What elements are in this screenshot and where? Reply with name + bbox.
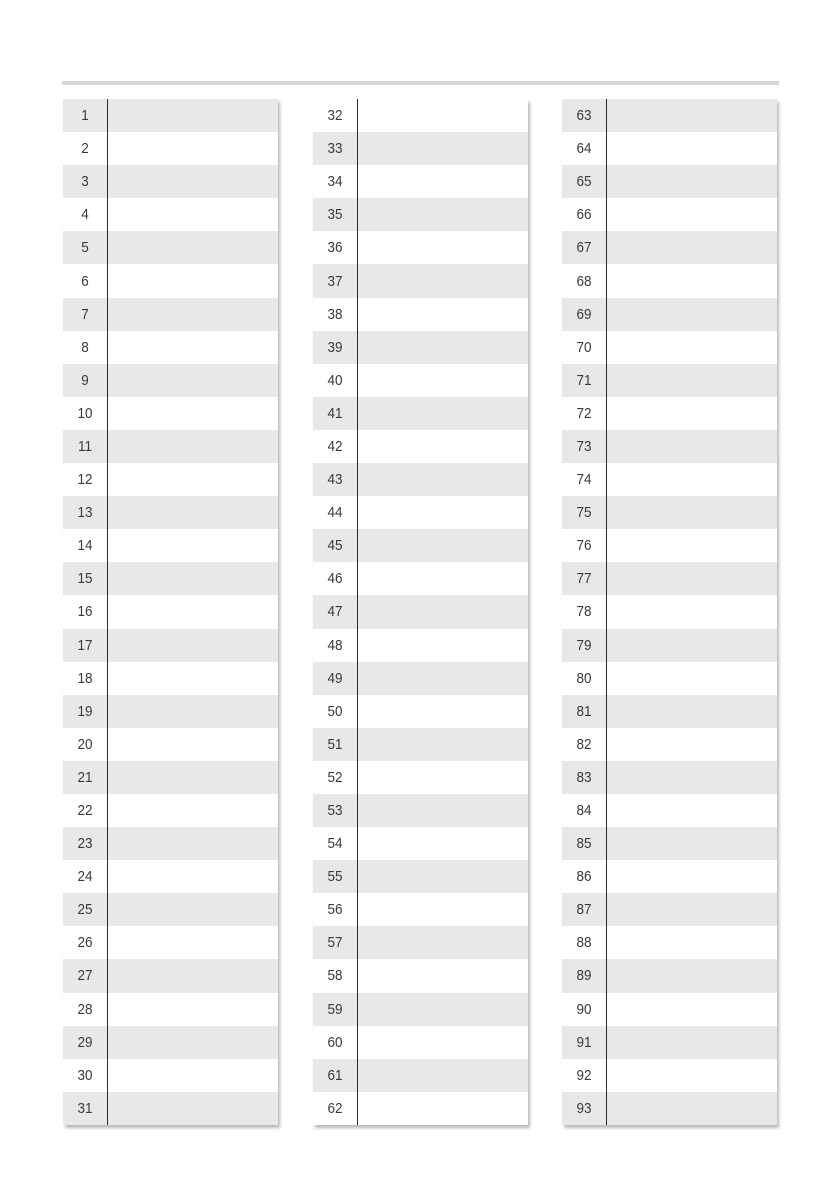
entry-field[interactable] bbox=[606, 728, 777, 761]
row-number: 90 bbox=[576, 1000, 592, 1018]
row-number: 91 bbox=[576, 1033, 592, 1051]
entry-field[interactable] bbox=[107, 827, 278, 860]
row-number: 84 bbox=[576, 802, 592, 820]
list-row bbox=[63, 595, 278, 628]
row-number: 50 bbox=[327, 702, 343, 720]
entry-field[interactable] bbox=[107, 331, 278, 364]
entry-field[interactable] bbox=[357, 165, 528, 198]
entry-field[interactable] bbox=[107, 1059, 278, 1092]
list-row bbox=[313, 728, 528, 761]
row-number: 16 bbox=[77, 603, 93, 621]
row-number: 31 bbox=[77, 1099, 93, 1117]
entry-field[interactable] bbox=[357, 860, 528, 893]
row-number: 18 bbox=[77, 669, 93, 687]
list-row bbox=[313, 264, 528, 297]
row-number: 36 bbox=[327, 239, 343, 257]
list-row bbox=[562, 827, 777, 860]
row-number: 30 bbox=[77, 1066, 93, 1084]
row-number: 66 bbox=[576, 206, 592, 224]
entry-field[interactable] bbox=[107, 298, 278, 331]
row-number: 6 bbox=[81, 272, 89, 290]
entry-field[interactable] bbox=[606, 231, 777, 264]
row-number: 74 bbox=[576, 471, 592, 489]
row-number: 23 bbox=[77, 835, 93, 853]
entry-field[interactable] bbox=[606, 298, 777, 331]
row-number: 63 bbox=[576, 107, 592, 125]
list-row bbox=[562, 364, 777, 397]
row-number: 89 bbox=[576, 967, 592, 985]
row-number: 19 bbox=[77, 702, 93, 720]
entry-field[interactable] bbox=[606, 1026, 777, 1059]
row-number: 77 bbox=[576, 570, 592, 588]
entry-field[interactable] bbox=[357, 562, 528, 595]
row-number: 46 bbox=[327, 570, 343, 588]
row-number: 7 bbox=[81, 305, 89, 323]
row-number: 53 bbox=[327, 802, 343, 820]
entry-field[interactable] bbox=[606, 165, 777, 198]
entry-field[interactable] bbox=[606, 629, 777, 662]
row-number: 88 bbox=[576, 934, 592, 952]
entry-field[interactable] bbox=[606, 99, 777, 132]
list-row bbox=[63, 662, 278, 695]
row-number: 47 bbox=[327, 603, 343, 621]
list-row bbox=[313, 662, 528, 695]
entry-field[interactable] bbox=[606, 893, 777, 926]
numbered-list-column-1 bbox=[63, 99, 278, 1125]
entry-field[interactable] bbox=[606, 595, 777, 628]
entry-field[interactable] bbox=[107, 430, 278, 463]
entry-field[interactable] bbox=[107, 595, 278, 628]
row-number: 69 bbox=[576, 305, 592, 323]
entry-field[interactable] bbox=[606, 264, 777, 297]
list-row bbox=[63, 893, 278, 926]
entry-field[interactable] bbox=[606, 695, 777, 728]
row-number: 5 bbox=[81, 239, 89, 257]
list-row bbox=[562, 695, 777, 728]
list-row bbox=[313, 430, 528, 463]
list-row bbox=[63, 430, 278, 463]
list-row bbox=[313, 132, 528, 165]
entry-field[interactable] bbox=[357, 463, 528, 496]
list-row bbox=[63, 364, 278, 397]
row-number: 28 bbox=[77, 1000, 93, 1018]
list-row bbox=[562, 165, 777, 198]
row-number: 68 bbox=[576, 272, 592, 290]
row-number: 37 bbox=[327, 272, 343, 290]
entry-field[interactable] bbox=[606, 463, 777, 496]
row-number: 81 bbox=[576, 702, 592, 720]
row-number: 93 bbox=[576, 1099, 592, 1117]
list-row bbox=[562, 99, 777, 132]
entry-field[interactable] bbox=[107, 264, 278, 297]
entry-field[interactable] bbox=[357, 1092, 528, 1125]
entry-field[interactable] bbox=[107, 794, 278, 827]
entry-field[interactable] bbox=[357, 595, 528, 628]
list-row bbox=[313, 198, 528, 231]
list-row bbox=[562, 959, 777, 992]
list-row bbox=[313, 794, 528, 827]
row-number: 20 bbox=[77, 735, 93, 753]
entry-field[interactable] bbox=[357, 959, 528, 992]
list-row bbox=[63, 562, 278, 595]
entry-field[interactable] bbox=[357, 629, 528, 662]
row-number: 70 bbox=[576, 338, 592, 356]
list-row bbox=[63, 165, 278, 198]
entry-field[interactable] bbox=[357, 132, 528, 165]
list-row bbox=[313, 1026, 528, 1059]
row-number: 21 bbox=[77, 768, 93, 786]
entry-field[interactable] bbox=[357, 993, 528, 1026]
entry-field[interactable] bbox=[606, 794, 777, 827]
entry-field[interactable] bbox=[606, 397, 777, 430]
row-number: 57 bbox=[327, 934, 343, 952]
entry-field[interactable] bbox=[107, 993, 278, 1026]
row-number: 87 bbox=[576, 901, 592, 919]
row-number: 56 bbox=[327, 901, 343, 919]
entry-field[interactable] bbox=[107, 926, 278, 959]
list-row bbox=[562, 1059, 777, 1092]
list-row bbox=[562, 496, 777, 529]
list-row bbox=[63, 264, 278, 297]
list-row bbox=[562, 529, 777, 562]
entry-field[interactable] bbox=[357, 364, 528, 397]
list-row bbox=[562, 231, 777, 264]
entry-field[interactable] bbox=[606, 562, 777, 595]
row-number: 82 bbox=[576, 735, 592, 753]
list-row bbox=[562, 926, 777, 959]
list-row bbox=[562, 264, 777, 297]
row-number: 60 bbox=[327, 1033, 343, 1051]
entry-field[interactable] bbox=[107, 1092, 278, 1125]
list-row bbox=[313, 331, 528, 364]
list-row bbox=[313, 761, 528, 794]
entry-field[interactable] bbox=[357, 529, 528, 562]
entry-field[interactable] bbox=[606, 364, 777, 397]
list-row bbox=[313, 893, 528, 926]
row-number: 86 bbox=[576, 868, 592, 886]
list-row bbox=[63, 397, 278, 430]
list-row bbox=[63, 926, 278, 959]
row-number: 27 bbox=[77, 967, 93, 985]
list-row bbox=[313, 1092, 528, 1125]
list-row bbox=[313, 364, 528, 397]
entry-field[interactable] bbox=[606, 761, 777, 794]
entry-field[interactable] bbox=[606, 993, 777, 1026]
list-row bbox=[313, 231, 528, 264]
entry-field[interactable] bbox=[357, 1026, 528, 1059]
list-row bbox=[63, 231, 278, 264]
row-number: 49 bbox=[327, 669, 343, 687]
row-number: 40 bbox=[327, 371, 343, 389]
list-row bbox=[562, 463, 777, 496]
entry-field[interactable] bbox=[107, 529, 278, 562]
row-number: 55 bbox=[327, 868, 343, 886]
list-row bbox=[313, 629, 528, 662]
list-row bbox=[63, 761, 278, 794]
entry-field[interactable] bbox=[606, 496, 777, 529]
entry-field[interactable] bbox=[606, 132, 777, 165]
list-row bbox=[63, 629, 278, 662]
row-number: 9 bbox=[81, 371, 89, 389]
entry-field[interactable] bbox=[606, 430, 777, 463]
row-number: 25 bbox=[77, 901, 93, 919]
row-number: 42 bbox=[327, 437, 343, 455]
entry-field[interactable] bbox=[107, 662, 278, 695]
entry-field[interactable] bbox=[357, 198, 528, 231]
list-row bbox=[562, 761, 777, 794]
entry-field[interactable] bbox=[107, 165, 278, 198]
entry-field[interactable] bbox=[357, 761, 528, 794]
list-row bbox=[562, 993, 777, 1026]
row-number: 54 bbox=[327, 835, 343, 853]
entry-field[interactable] bbox=[606, 1092, 777, 1125]
row-number: 78 bbox=[576, 603, 592, 621]
list-row bbox=[313, 993, 528, 1026]
entry-field[interactable] bbox=[107, 99, 278, 132]
list-row bbox=[562, 860, 777, 893]
entry-field[interactable] bbox=[107, 198, 278, 231]
column-divider bbox=[107, 99, 108, 1125]
entry-field[interactable] bbox=[357, 331, 528, 364]
entry-field[interactable] bbox=[357, 99, 528, 132]
entry-field[interactable] bbox=[606, 662, 777, 695]
list-row bbox=[313, 165, 528, 198]
entry-field[interactable] bbox=[107, 562, 278, 595]
entry-field[interactable] bbox=[107, 959, 278, 992]
list-row bbox=[562, 298, 777, 331]
entry-field[interactable] bbox=[107, 860, 278, 893]
entry-field[interactable] bbox=[606, 959, 777, 992]
list-row bbox=[63, 463, 278, 496]
row-number: 1 bbox=[81, 107, 89, 125]
row-number: 65 bbox=[576, 173, 592, 191]
entry-field[interactable] bbox=[107, 463, 278, 496]
list-row bbox=[63, 1026, 278, 1059]
entry-field[interactable] bbox=[357, 728, 528, 761]
list-row bbox=[63, 99, 278, 132]
entry-field[interactable] bbox=[357, 1059, 528, 1092]
list-row bbox=[63, 331, 278, 364]
entry-field[interactable] bbox=[606, 529, 777, 562]
row-number: 79 bbox=[576, 636, 592, 654]
row-number: 2 bbox=[81, 140, 89, 158]
list-row bbox=[63, 1059, 278, 1092]
entry-field[interactable] bbox=[357, 264, 528, 297]
list-row bbox=[562, 794, 777, 827]
list-row bbox=[63, 529, 278, 562]
entry-field[interactable] bbox=[606, 331, 777, 364]
row-number: 13 bbox=[77, 504, 93, 522]
row-number: 59 bbox=[327, 1000, 343, 1018]
entry-field[interactable] bbox=[357, 397, 528, 430]
row-number: 35 bbox=[327, 206, 343, 224]
row-number: 64 bbox=[576, 140, 592, 158]
numbered-list-column-2 bbox=[313, 99, 528, 1125]
list-row bbox=[562, 132, 777, 165]
list-row bbox=[313, 529, 528, 562]
entry-field[interactable] bbox=[107, 231, 278, 264]
row-number: 75 bbox=[576, 504, 592, 522]
list-row bbox=[562, 662, 777, 695]
list-row bbox=[63, 496, 278, 529]
list-row bbox=[562, 562, 777, 595]
row-number: 43 bbox=[327, 471, 343, 489]
entry-field[interactable] bbox=[357, 496, 528, 529]
list-row bbox=[313, 1059, 528, 1092]
row-number: 17 bbox=[77, 636, 93, 654]
list-row bbox=[562, 1026, 777, 1059]
entry-field[interactable] bbox=[357, 298, 528, 331]
list-row bbox=[63, 728, 278, 761]
list-row bbox=[63, 860, 278, 893]
list-row bbox=[63, 1092, 278, 1125]
row-number: 29 bbox=[77, 1033, 93, 1051]
list-row bbox=[313, 397, 528, 430]
list-row bbox=[313, 496, 528, 529]
row-number: 10 bbox=[77, 404, 93, 422]
entry-field[interactable] bbox=[107, 728, 278, 761]
row-number: 15 bbox=[77, 570, 93, 588]
entry-field[interactable] bbox=[357, 893, 528, 926]
list-row bbox=[562, 331, 777, 364]
row-number: 22 bbox=[77, 802, 93, 820]
entry-field[interactable] bbox=[357, 794, 528, 827]
row-number: 39 bbox=[327, 338, 343, 356]
list-row bbox=[63, 695, 278, 728]
list-row bbox=[63, 298, 278, 331]
list-row bbox=[313, 860, 528, 893]
entry-field[interactable] bbox=[606, 1059, 777, 1092]
row-number: 45 bbox=[327, 537, 343, 555]
list-row bbox=[63, 959, 278, 992]
row-number: 14 bbox=[77, 537, 93, 555]
row-number: 12 bbox=[77, 471, 93, 489]
row-number: 62 bbox=[327, 1099, 343, 1117]
entry-field[interactable] bbox=[107, 695, 278, 728]
row-number: 26 bbox=[77, 934, 93, 952]
entry-field[interactable] bbox=[606, 860, 777, 893]
row-number: 80 bbox=[576, 669, 592, 687]
row-number: 73 bbox=[576, 437, 592, 455]
list-row bbox=[562, 430, 777, 463]
entry-field[interactable] bbox=[107, 496, 278, 529]
entry-field[interactable] bbox=[107, 397, 278, 430]
entry-field[interactable] bbox=[606, 827, 777, 860]
list-row bbox=[562, 893, 777, 926]
column-divider bbox=[606, 99, 607, 1125]
row-number: 32 bbox=[327, 107, 343, 125]
row-number: 61 bbox=[327, 1066, 343, 1084]
entry-field[interactable] bbox=[357, 662, 528, 695]
list-row bbox=[562, 629, 777, 662]
list-row bbox=[63, 794, 278, 827]
row-number: 38 bbox=[327, 305, 343, 323]
list-row bbox=[63, 827, 278, 860]
row-number: 44 bbox=[327, 504, 343, 522]
entry-field[interactable] bbox=[107, 132, 278, 165]
list-row bbox=[562, 728, 777, 761]
list-row bbox=[562, 397, 777, 430]
list-row bbox=[562, 1092, 777, 1125]
row-number: 4 bbox=[81, 206, 89, 224]
entry-field[interactable] bbox=[107, 364, 278, 397]
list-row bbox=[313, 562, 528, 595]
row-number: 71 bbox=[576, 371, 592, 389]
row-number: 92 bbox=[576, 1066, 592, 1084]
entry-field[interactable] bbox=[606, 198, 777, 231]
list-row bbox=[313, 959, 528, 992]
row-number: 67 bbox=[576, 239, 592, 257]
row-number: 3 bbox=[81, 173, 89, 191]
list-row bbox=[562, 198, 777, 231]
row-number: 83 bbox=[576, 768, 592, 786]
row-number: 58 bbox=[327, 967, 343, 985]
entry-field[interactable] bbox=[357, 231, 528, 264]
entry-field[interactable] bbox=[107, 1026, 278, 1059]
list-row bbox=[313, 463, 528, 496]
row-number: 41 bbox=[327, 404, 343, 422]
row-number: 76 bbox=[576, 537, 592, 555]
top-rule bbox=[62, 81, 779, 85]
row-number: 34 bbox=[327, 173, 343, 191]
list-row bbox=[313, 99, 528, 132]
row-number: 85 bbox=[576, 835, 592, 853]
column-divider bbox=[357, 99, 358, 1125]
list-row bbox=[63, 198, 278, 231]
entry-field[interactable] bbox=[606, 926, 777, 959]
entry-field[interactable] bbox=[107, 761, 278, 794]
list-row bbox=[313, 595, 528, 628]
entry-field[interactable] bbox=[107, 629, 278, 662]
list-row bbox=[313, 298, 528, 331]
entry-field[interactable] bbox=[107, 893, 278, 926]
list-row bbox=[63, 132, 278, 165]
row-number: 33 bbox=[327, 140, 343, 158]
row-number: 11 bbox=[77, 437, 93, 455]
list-row bbox=[313, 926, 528, 959]
entry-field[interactable] bbox=[357, 430, 528, 463]
row-number: 8 bbox=[81, 338, 89, 356]
entry-field[interactable] bbox=[357, 827, 528, 860]
list-row bbox=[313, 695, 528, 728]
entry-field[interactable] bbox=[357, 695, 528, 728]
numbered-list-column-3 bbox=[562, 99, 777, 1125]
row-number: 24 bbox=[77, 868, 93, 886]
list-row bbox=[313, 827, 528, 860]
list-row bbox=[63, 993, 278, 1026]
row-number: 48 bbox=[327, 636, 343, 654]
list-row bbox=[562, 595, 777, 628]
row-number: 52 bbox=[327, 768, 343, 786]
row-number: 72 bbox=[576, 404, 592, 422]
entry-field[interactable] bbox=[357, 926, 528, 959]
row-number: 51 bbox=[327, 735, 343, 753]
